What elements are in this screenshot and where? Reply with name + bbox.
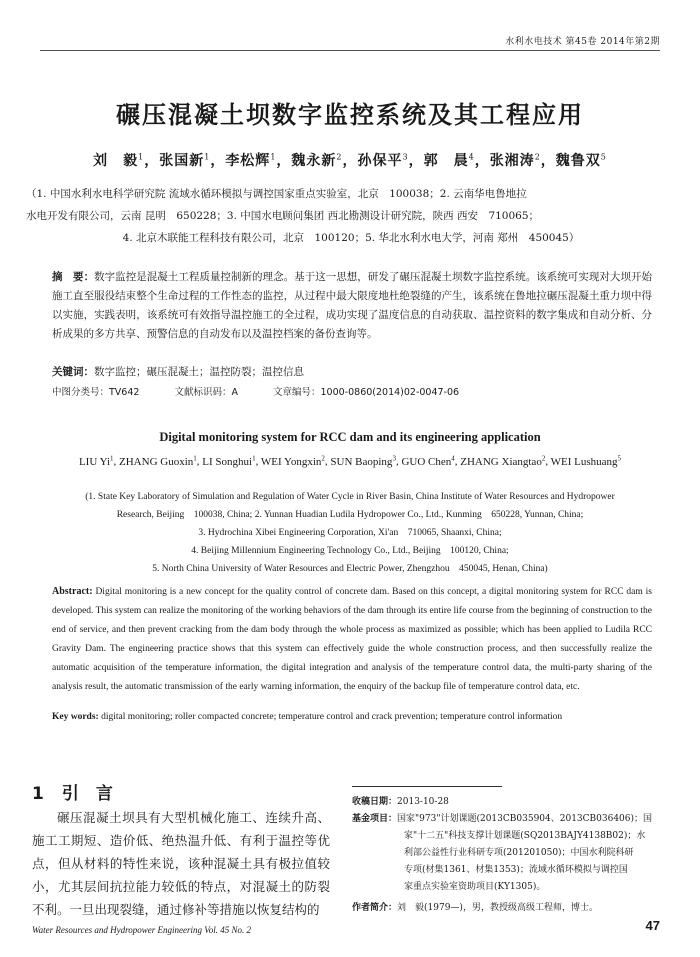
keywords-en	[52, 708, 652, 727]
affiliation-en-line-1: (1. State Key Laboratory of Simulation and Regulation of Water Cycle in River Basin, China Institute of Water Resources and Hydropower	[85, 492, 615, 502]
author-name: WEI Yongxin$^2$	[260, 454, 325, 468]
abstract-zh-text: 数字监控是混凝土工程质量控制新的理念。基于这一思想，研发了碾压混凝土坝数字监控系统。该系统可实现对大坝开始施工直至服役结束整个生命过程的工作性态的监控，从过程中最大限度地杜绝裂缝的产生，该系统在鲁地拉碾压混凝土重力坝中得以实施，实践表明，该系统可有效指导温控施工的全过程，成功实现了温度信息的自动获取、温控资料的数字集成和自动分析、分析成果的多方共享、预警信息的自动发布以及温控档案的备份查询等。	[52, 271, 652, 340]
affiliation-marker: 1	[270, 152, 277, 162]
section-heading	[32, 779, 131, 804]
abstract-zh	[52, 268, 652, 344]
affiliation-marker: 2	[321, 454, 325, 462]
affiliation-marker: 5	[617, 454, 622, 462]
header-rule	[40, 50, 660, 51]
affiliation-en-line-5: 5. North China University of Water Resources and Electric Power, Zhengzhou 450045, Henan, China)	[152, 564, 548, 574]
author-name: LIU Yi$^1$	[78, 454, 114, 468]
page-number: 47	[645, 918, 660, 933]
author-name: 郭 晨$^4$	[423, 152, 475, 169]
footnote-fund	[352, 811, 662, 896]
author-name: WEI Lushuang$^5$	[550, 454, 622, 468]
author-bio-label: 作者简介：	[352, 903, 398, 913]
affiliation-en-line-4: 4. Beijing Millennium Engineering Technology Co., Ltd., Beijing 100120, China;	[191, 546, 509, 556]
author-name: ZHANG Guoxin$^1$	[119, 454, 197, 468]
received-date: 2013-10-28	[397, 797, 449, 807]
section-title: 引 言	[61, 784, 113, 804]
affiliation-marker: 4	[451, 454, 455, 462]
author-name: 张湘涛$^2$	[489, 152, 541, 169]
affiliation-marker: 1	[204, 152, 211, 162]
abstract-en-text: Digital monitoring is a new concept for the quality control of concrete dam. Based on this concept, a digital monitoring system for RCC dam is developed. This system can realize the monitoring of the working behaviors of the dam through its entire life course from the beginning of construction to the end of service, and then prevent cracking from the dam body through the whole process as maximized as possible; which has been applied to Ludila RCC Gravity Dam. The engineering practice shows that this system can effectively guide the whole construction process, and then successfully realize the automatic acquisition of the temperature information, the digital integration and analysis of the temperature control data, the multi-party sharing of the analysis result, the automatic transmission of the early warning information, the enquiry of the backup file of temperature control data, etc.	[52, 587, 653, 692]
footnote-author	[352, 900, 662, 917]
running-header: 水利水电技术 第45卷 2014年第2期	[505, 37, 660, 47]
section-number: 1	[32, 784, 44, 804]
body-paragraph: 碾压混凝土坝具有大型机械化施工、连续升高、施工工期短、造价低、绝热温升低、有利于温控等优点，但从材料的特性来说，该种混凝土具有极拉值较小，尤其层间抗拉能力较低的特点，对混凝土的防裂不利。一旦出现裂缝，通过修补等措施以恢复结构的	[32, 810, 330, 917]
abstract-en	[52, 582, 652, 697]
article-number: 文章编号：1000-0860(2014)02-0047-06	[273, 387, 460, 398]
author-name: LI Songhui$^1$	[202, 454, 256, 468]
author-name: 魏永新$^2$	[291, 152, 343, 169]
affiliation-marker: 1	[193, 454, 197, 462]
affiliation-marker: 1	[252, 454, 256, 462]
author-name: 刘 毅$^1$	[93, 152, 145, 169]
footnote-rule	[352, 786, 502, 787]
abstract-en-label: Abstract:	[52, 586, 93, 597]
affiliation-en-line-2: Research, Beijing 100038, China; 2. Yunnan Huadian Ludila Hydropower Co., Ltd., Kunming 650228, Yunnan, China;	[116, 510, 584, 520]
affiliation-marker: 1	[110, 454, 114, 462]
fund-line: 家"十二五"科技支撑计划课题(SQ2013BAJY4138B02)；水	[404, 831, 646, 841]
affiliation-marker: 3	[392, 454, 396, 462]
fund-line: 国家"973"计划课题(2013CB035904、2013CB036406)；国	[397, 814, 653, 824]
author-name: ZHANG Xiangtao$^2$	[460, 454, 546, 468]
keywords-zh-label: 关键词：	[52, 366, 94, 378]
affiliation-en-line-3: 3. Hydrochina Xibei Engineering Corporation, Xi'an 710065, Shaanxi, China;	[198, 528, 502, 538]
affiliation-marker: 5	[600, 152, 607, 162]
received-label: 收稿日期：	[352, 797, 398, 807]
title-zh: 碾压混凝土坝数字监控系统及其工程应用	[116, 101, 584, 129]
keywords-en-label: Key words:	[52, 712, 99, 722]
keywords-zh-text: 数字监控；碾压混凝土；温控防裂；温控信息	[94, 366, 304, 378]
author-name: 张国新$^1$	[159, 152, 211, 169]
affiliation-zh-line-3: 4. 北京木联能工程科技有限公司，北京 100120；5. 华北水利水电大学，河南 郑州 450045）	[122, 232, 580, 244]
affiliation-marker: 2	[541, 454, 546, 462]
author-bio: 刘 毅(1979—)，男，教授级高级工程师，博士。	[397, 903, 598, 913]
authors-en: LIU Yi$^1$, ZHANG Guoxin$^1$, LI Songhui$^1$, WEI Yongxin$^2$, SUN Baoping$^3$, GUO Chen$^4$, ZHANG Xiangtao$^2$, WEI Lushuang$^5$	[78, 454, 622, 468]
fund-label: 基金项目：	[352, 814, 398, 824]
footnote-received	[352, 794, 662, 811]
affiliation-marker: 4	[468, 152, 475, 162]
affiliation-zh-line-2: 水电开发有限公司，云南 昆明 650228；3. 中国水电顾问集团 西北勘测设计研究院，陕西 西安 710065；	[26, 210, 540, 222]
author-name: 李松辉$^1$	[225, 152, 277, 169]
fund-line: 利部公益性行业科研专项(201201050)；中国水利院科研	[404, 848, 634, 858]
body-text-column	[32, 806, 330, 921]
affiliation-marker: 3	[402, 152, 409, 162]
affiliation-marker: 1	[138, 152, 145, 162]
footer-journal: Water Resources and Hydropower Engineering Vol. 45 No. 2	[32, 925, 251, 935]
abstract-zh-label: 摘 要：	[52, 271, 95, 283]
fund-line: 专项(材集1361、材集1353)；流域水循环模拟与调控国	[404, 865, 628, 875]
title-en: Digital monitoring system for RCC dam and its engineering application	[159, 430, 541, 444]
author-name: GUO Chen$^4$	[401, 454, 455, 468]
affiliation-marker: 2	[336, 152, 343, 162]
clc-number: 中图分类号：TV642	[52, 387, 140, 398]
fund-line: 家重点实验室资助项目(KY1305)。	[404, 882, 546, 892]
author-name: 孙保平$^3$	[357, 152, 409, 169]
keywords-en-text: digital monitoring; roller compacted concrete; temperature control and crack prevention; temperature control information	[101, 712, 563, 722]
keywords-zh	[52, 364, 652, 379]
author-name: 魏鲁双$^5$	[555, 152, 607, 169]
affiliation-marker: 2	[534, 152, 541, 162]
author-name: SUN Baoping$^3$	[330, 454, 396, 468]
classification-line	[52, 384, 652, 398]
affiliation-zh-line-1: （1. 中国水利水电科学研究院 流域水循环模拟与调控国家重点实验室，北京 100038；2. 云南华电鲁地拉	[26, 188, 527, 200]
authors-zh: 刘 毅$^1$，张国新$^1$，李松辉$^1$，魏永新$^2$，孙保平$^3$，郭 晨$^4$，张湘涛$^2$，魏鲁双$^5$	[93, 152, 607, 169]
document-code: 文献标识码：A	[174, 387, 238, 398]
